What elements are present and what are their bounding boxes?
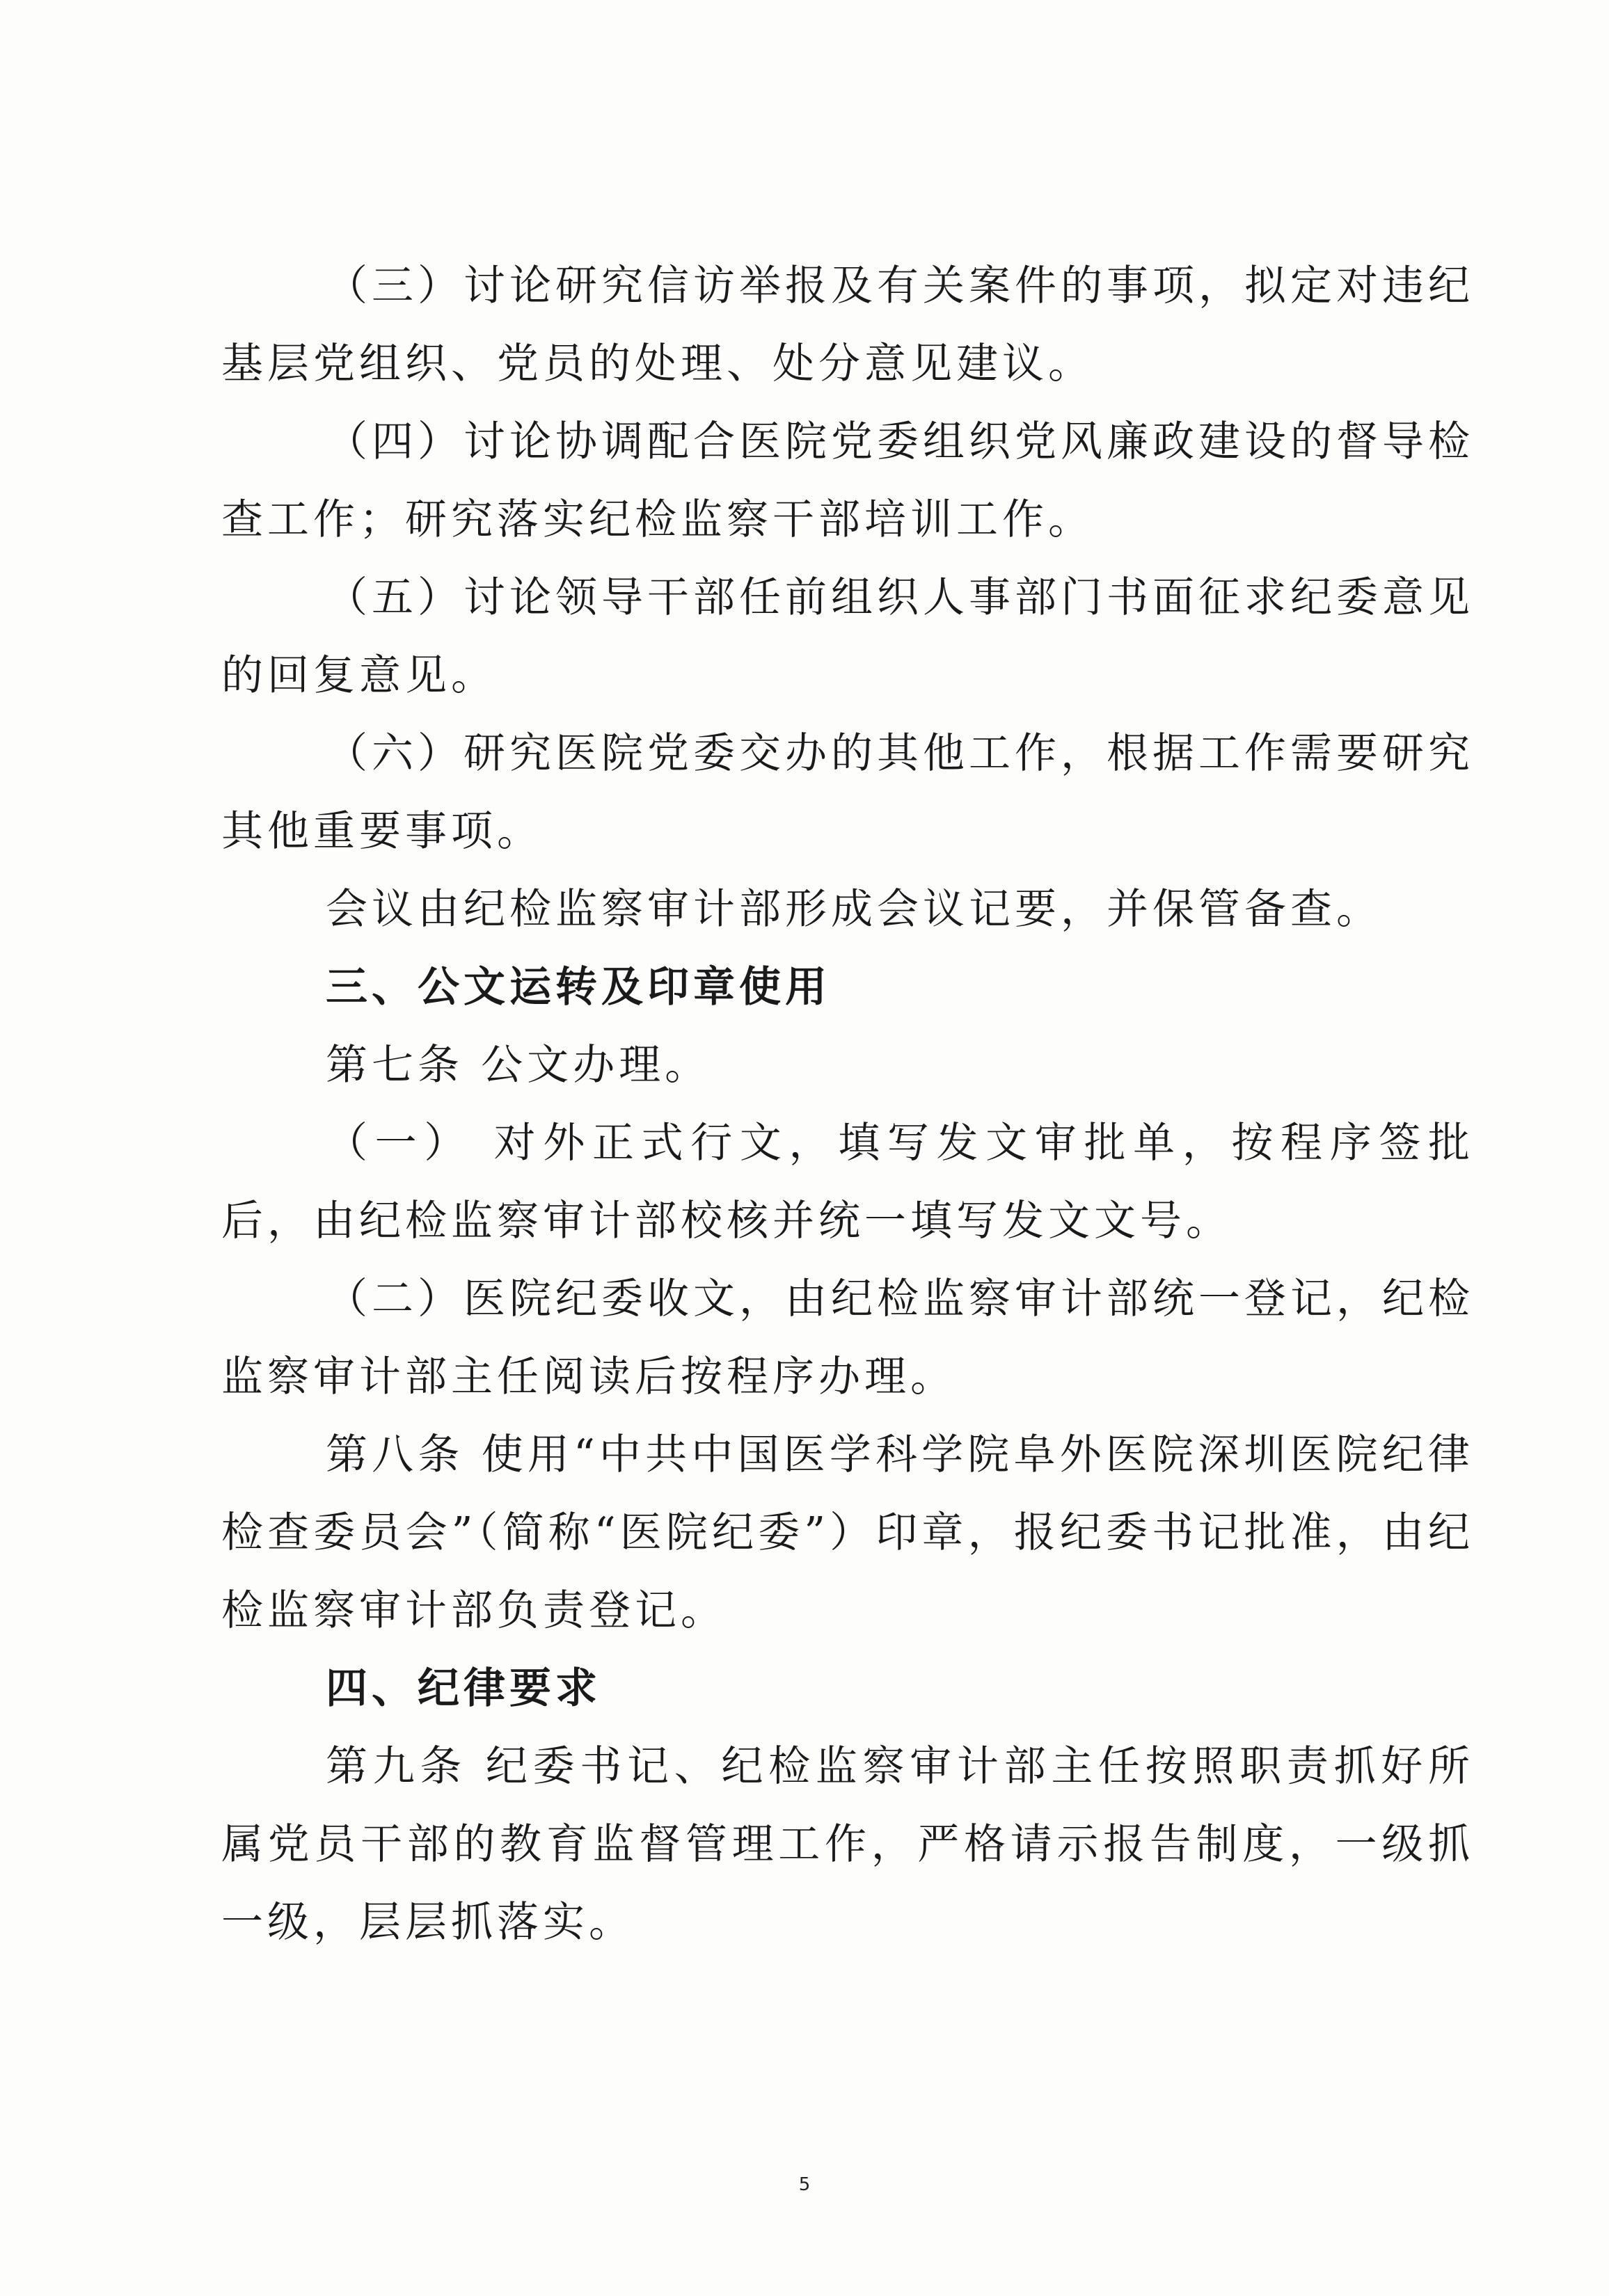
- article-7-item-1: （一） 对外正式行文，填写发文审批单，按程序签批后，由纪检监察审计部校核并统一填写发文文号。: [221, 1119, 1474, 1245]
- section-heading-4: 四、纪律要求: [326, 1664, 601, 1713]
- article-8: 第八条 使用“中共中国医学科学院阜外医院深圳医院纪律检查委员会”（简称“医院纪委”）印章，报纪委书记批准，由纪检监察审计部负责登记。: [221, 1430, 1474, 1635]
- document-body: [221, 247, 1474, 1961]
- page-number: 5: [798, 2174, 811, 2195]
- paragraph-item-4: （四）讨论协调配合医院党委组织党风廉政建设的督导检查工作；研究落实纪检监察干部培训工作。: [221, 417, 1474, 544]
- article-9: 第九条 纪委书记、纪检监察审计部主任按照职责抓好所属党员干部的教育监督管理工作，严格请示报告制度，一级抓一级，层层抓落实。: [221, 1742, 1474, 1947]
- paragraph-item-3: （三）讨论研究信访举报及有关案件的事项，拟定对违纪基层党组织、党员的处理、处分意见建议。: [221, 262, 1474, 388]
- article-7-title: 第七条 公文办理。: [326, 1041, 711, 1090]
- article-7-item-2: （二）医院纪委收文，由纪检监察审计部统一登记，纪检监察审计部主任阅读后按程序办理。: [221, 1275, 1474, 1401]
- paragraph-meeting-minutes: 会议由纪检监察审计部形成会议记要，并保管备查。: [326, 885, 1382, 934]
- paragraph-item-5: （五）讨论领导干部任前组织人事部门书面征求纪委意见的回复意见。: [221, 573, 1474, 700]
- paragraph-item-6: （六）研究医院党委交办的其他工作，根据工作需要研究其他重要事项。: [221, 729, 1474, 856]
- section-heading-3: 三、公文运转及印章使用: [326, 963, 831, 1012]
